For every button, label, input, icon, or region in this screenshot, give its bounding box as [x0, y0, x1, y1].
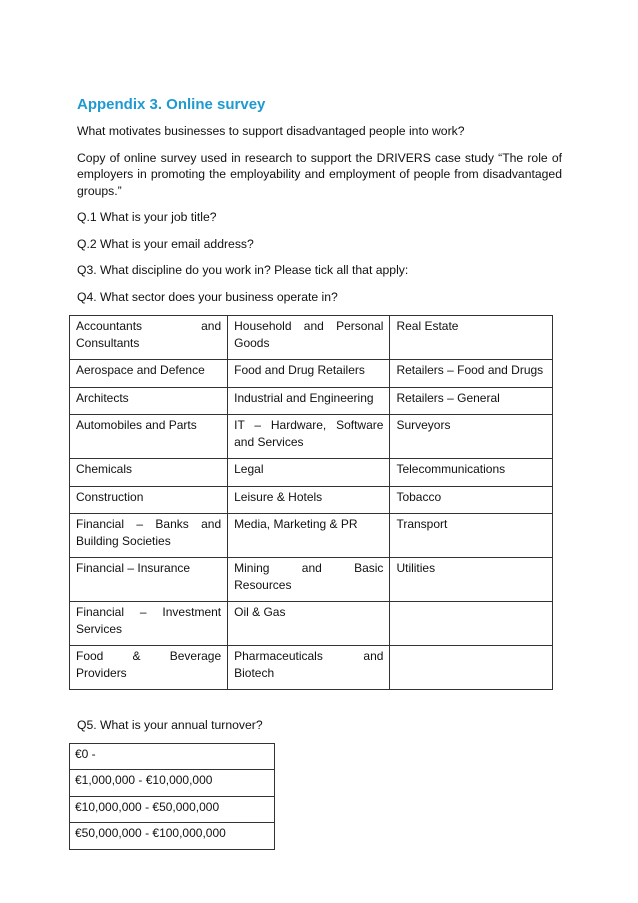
sector-cell: Architects — [70, 387, 228, 415]
sector-cell — [390, 646, 553, 690]
sector-cell: Chemicals — [70, 459, 228, 487]
table-row — [70, 796, 275, 823]
sector-table — [69, 315, 553, 690]
table-row — [70, 514, 553, 558]
sector-cell: Legal — [228, 459, 390, 487]
sector-cell: Household and Personal Goods — [228, 316, 390, 360]
sector-cell: Retailers – Food and Drugs — [390, 360, 553, 388]
table-row — [70, 602, 553, 646]
sector-cell: Food and Drug Retailers — [228, 360, 390, 388]
table-row — [70, 743, 275, 770]
sector-cell: Leisure & Hotels — [228, 486, 390, 514]
page-title: Appendix 3. Online survey — [77, 96, 266, 113]
sector-cell: Automobiles and Parts — [70, 415, 228, 459]
question-5: Q5. What is your annual turnover? — [77, 718, 263, 732]
sector-cell: Media, Marketing & PR — [228, 514, 390, 558]
question-3: Q3. What discipline do you work in? Please tick all that apply: — [77, 263, 409, 277]
sector-cell: Industrial and Engineering — [228, 387, 390, 415]
table-row — [70, 415, 553, 459]
sector-cell: Financial – Insurance — [70, 558, 228, 602]
question-4: Q4. What sector does your business operate in? — [77, 289, 338, 304]
sector-cell: Pharmaceuticals and Biotech — [228, 646, 390, 690]
sector-cell: Mining and Basic Resources — [228, 558, 390, 602]
sector-cell: Financial – Investment Services — [70, 602, 228, 646]
table-row — [70, 387, 553, 415]
sector-cell: Aerospace and Defence — [70, 360, 228, 388]
turnover-option: €1,000,000 - €10,000,000 — [70, 770, 275, 797]
turnover-option: €50,000,000 - €100,000,000 — [70, 823, 275, 850]
sector-cell: Food & Beverage Providers — [70, 646, 228, 690]
survey-subtitle: What motivates businesses to support disadvantaged people into work? — [77, 124, 465, 138]
table-row — [70, 770, 275, 797]
table-row — [70, 459, 553, 487]
sector-cell: Financial – Banks and Building Societies — [70, 514, 228, 558]
turnover-option: €10,000,000 - €50,000,000 — [70, 796, 275, 823]
survey-page — [77, 96, 562, 850]
question-2: Q.2 What is your email address? — [77, 236, 254, 251]
sector-cell: Real Estate — [390, 316, 553, 360]
sector-cell: Utilities — [390, 558, 553, 602]
sector-cell: Telecommunications — [390, 459, 553, 487]
question-1: Q.1 What is your job title? — [77, 210, 217, 224]
table-row — [70, 558, 553, 602]
sector-cell — [390, 602, 553, 646]
sector-cell: Surveyors — [390, 415, 553, 459]
sector-cell: Construction — [70, 486, 228, 514]
table-row — [70, 486, 553, 514]
table-row — [70, 316, 553, 360]
sector-cell: Oil & Gas — [228, 602, 390, 646]
sector-cell: Tobacco — [390, 486, 553, 514]
table-row — [70, 823, 275, 850]
table-row — [70, 360, 553, 388]
sector-cell: Retailers – General — [390, 387, 553, 415]
table-row — [70, 646, 553, 690]
survey-intro: Copy of online survey used in research to support the DRIVERS case study “The role of employers in promoting the employability and employment of people from disadvantaged groups.” — [77, 150, 562, 198]
sector-cell: IT – Hardware, Software and Services — [228, 415, 390, 459]
turnover-table — [69, 743, 275, 850]
sector-cell: Accountants and Consultants — [70, 316, 228, 360]
turnover-option: €0 - — [70, 743, 275, 770]
sector-cell: Transport — [390, 514, 553, 558]
